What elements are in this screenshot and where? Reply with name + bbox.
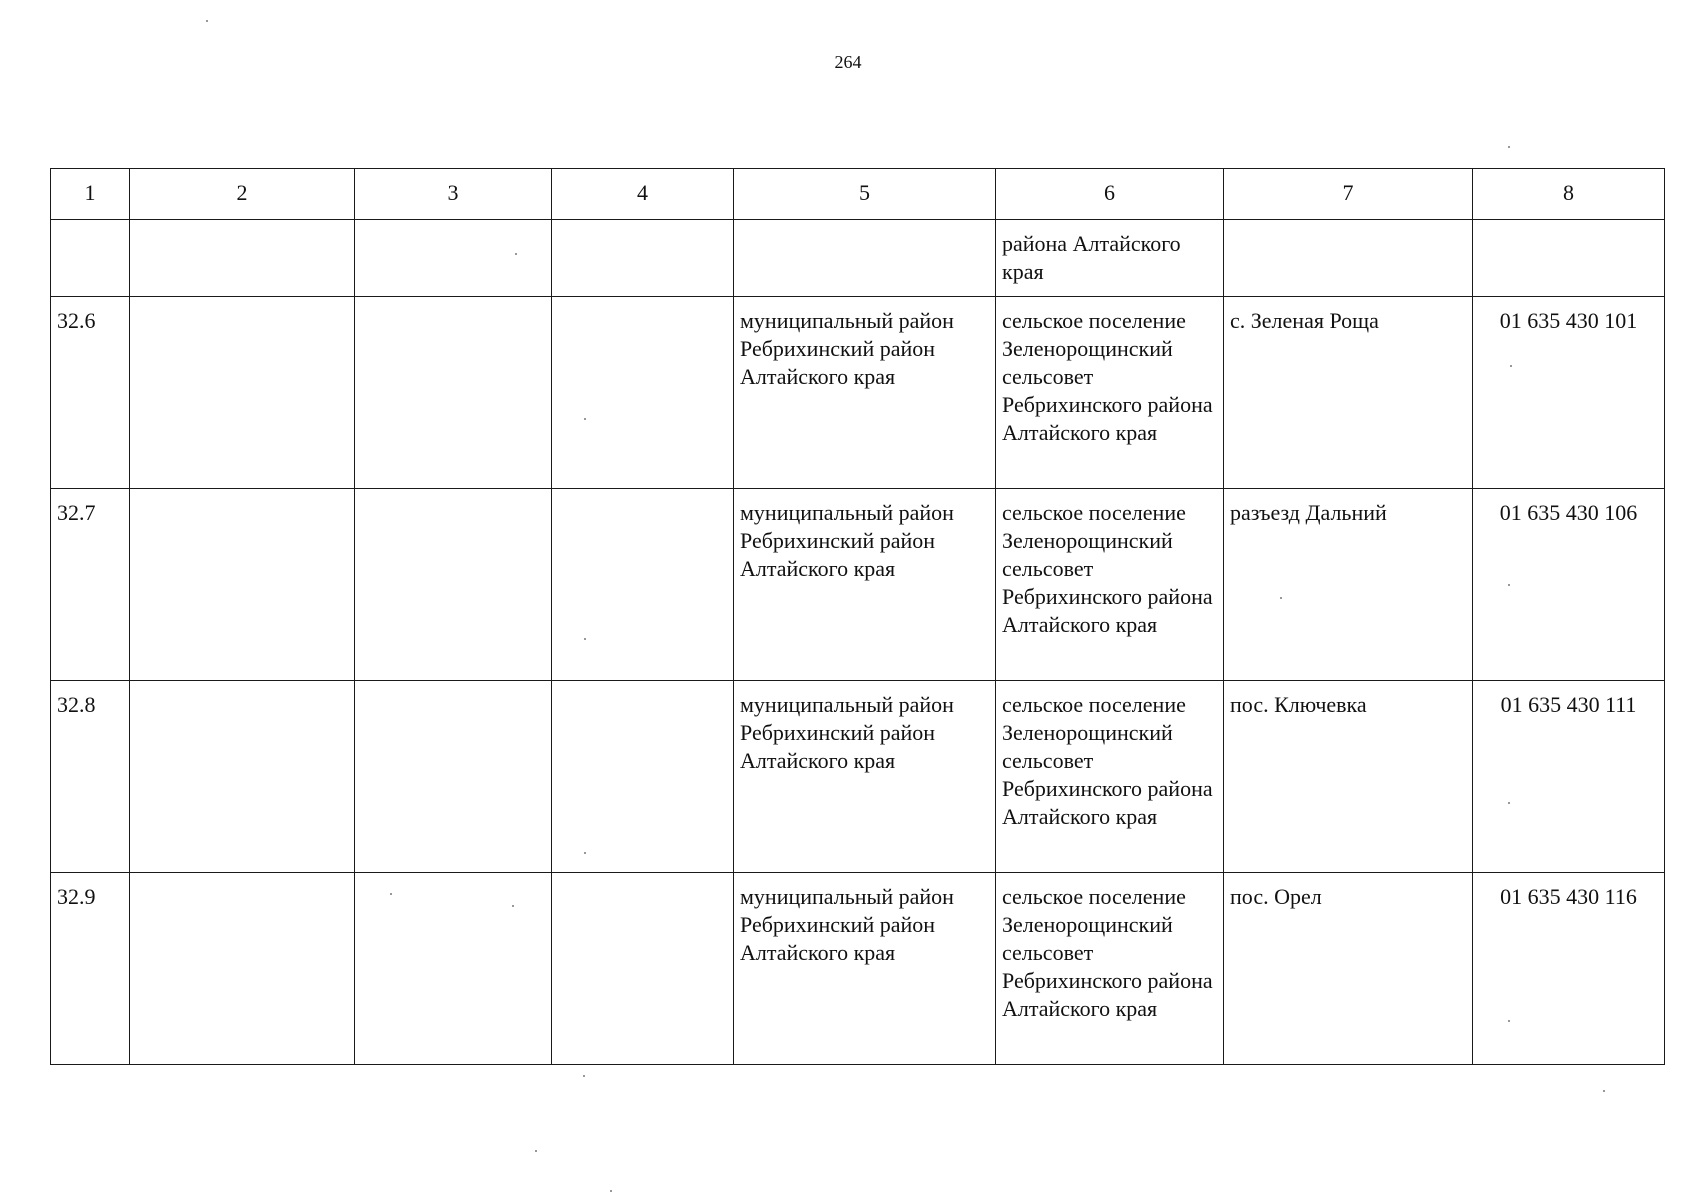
table-cell (552, 873, 734, 1065)
column-header-8: 8 (1473, 169, 1665, 220)
column-header-7: 7 (1224, 169, 1473, 220)
table-cell (552, 297, 734, 489)
column-header-2: 2 (130, 169, 355, 220)
code-cell: 01 635 430 106 (1473, 489, 1665, 681)
settlement-cell: сельское поселение Зеленорощинский сельсовет Ребрихинского района Алтайского края (996, 489, 1224, 681)
column-header-1: 1 (51, 169, 130, 220)
table-cell (552, 220, 734, 297)
table-body (51, 220, 1665, 1065)
code-cell: 01 635 430 101 (1473, 297, 1665, 489)
scan-speck (584, 638, 586, 640)
table-row (51, 681, 1665, 873)
code-cell: 01 635 430 116 (1473, 873, 1665, 1065)
column-header-6: 6 (996, 169, 1224, 220)
municipal-district-cell: муниципальный район Ребрихинский район Алтайского края (734, 297, 996, 489)
scan-speck (583, 1075, 585, 1077)
scan-speck (390, 893, 392, 895)
scan-speck (206, 20, 208, 22)
table-row (51, 489, 1665, 681)
table-row (51, 873, 1665, 1065)
table-cell (552, 681, 734, 873)
table-cell (130, 873, 355, 1065)
locality-cell: с. Зеленая Роща (1224, 297, 1473, 489)
table-cell (130, 220, 355, 297)
locality-cell: пос. Ключевка (1224, 681, 1473, 873)
settlement-cell: сельское поселение Зеленорощинский сельсовет Ребрихинского района Алтайского края (996, 681, 1224, 873)
scan-speck (515, 253, 517, 255)
scan-speck (1280, 597, 1282, 599)
table-cell (355, 681, 552, 873)
table-cell (130, 489, 355, 681)
table-cell (355, 489, 552, 681)
scan-speck (1508, 1020, 1510, 1022)
table-cell (51, 220, 130, 297)
row-number-cell: 32.7 (51, 489, 130, 681)
table-row-continuation (51, 220, 1665, 297)
scan-speck (1510, 365, 1512, 367)
settlement-cell: сельское поселение Зеленорощинский сельсовет Ребрихинского района Алтайского края (996, 873, 1224, 1065)
settlement-cell: сельское поселение Зеленорощинский сельсовет Ребрихинского района Алтайского края (996, 297, 1224, 489)
scan-speck (1508, 802, 1510, 804)
header-row (51, 169, 1665, 220)
table-row (51, 297, 1665, 489)
page-number: 264 (834, 52, 862, 72)
table-cell (1473, 220, 1665, 297)
row-number-cell: 32.6 (51, 297, 130, 489)
table-cell (355, 873, 552, 1065)
locality-cell: пос. Орел (1224, 873, 1473, 1065)
scan-speck (610, 1190, 612, 1192)
locality-cell: разъезд Дальний (1224, 489, 1473, 681)
scan-speck (584, 418, 586, 420)
code-cell: 01 635 430 111 (1473, 681, 1665, 873)
table-cell (552, 489, 734, 681)
table-header (51, 169, 1665, 220)
registry-table (50, 168, 1665, 1065)
municipal-district-cell: муниципальный район Ребрихинский район Алтайского края (734, 681, 996, 873)
scan-speck (1603, 1090, 1605, 1092)
scan-speck (584, 852, 586, 854)
table-cell (1224, 220, 1473, 297)
table-cell (355, 220, 552, 297)
column-header-5: 5 (734, 169, 996, 220)
scan-speck (1508, 146, 1510, 148)
table-cell (130, 681, 355, 873)
scan-speck (1508, 584, 1510, 586)
municipal-district-cell: муниципальный район Ребрихинский район Алтайского края (734, 873, 996, 1065)
row-number-cell: 32.9 (51, 873, 130, 1065)
table-cell (734, 220, 996, 297)
settlement-cell: района Алтайского края (996, 220, 1224, 297)
scan-speck (512, 905, 514, 907)
column-header-4: 4 (552, 169, 734, 220)
table-cell (355, 297, 552, 489)
column-header-3: 3 (355, 169, 552, 220)
row-number-cell: 32.8 (51, 681, 130, 873)
scan-speck (535, 1150, 537, 1152)
municipal-district-cell: муниципальный район Ребрихинский район Алтайского края (734, 489, 996, 681)
table-cell (130, 297, 355, 489)
